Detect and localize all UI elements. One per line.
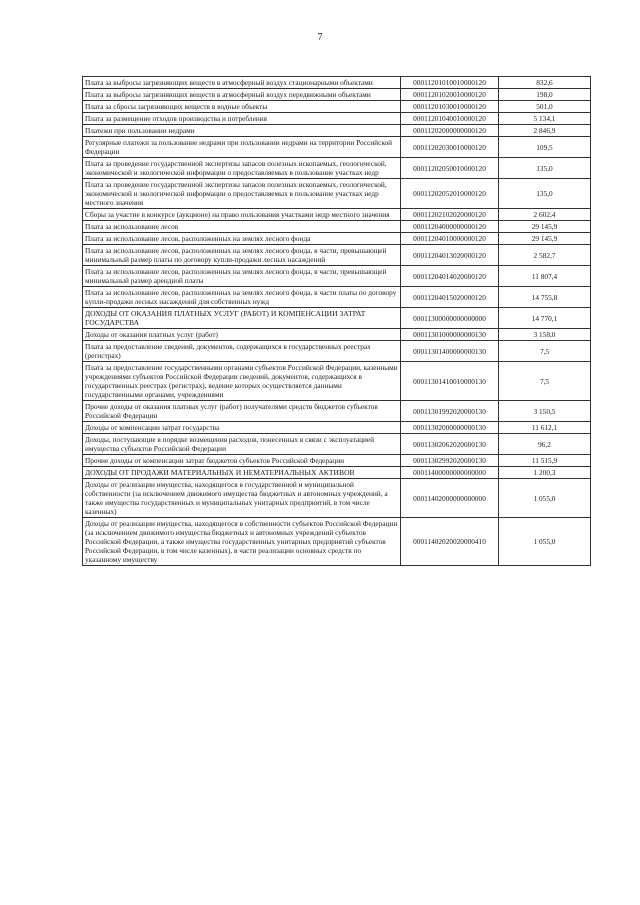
row-code-cell: 00011201030010000120 [401, 101, 499, 113]
table-row [83, 455, 591, 467]
row-amount-cell: 2 582,7 [499, 245, 591, 266]
table-row [83, 362, 591, 401]
row-name-cell: Регулярные платежи за пользование недрами при пользовании недрами на территории Российской Федерации [83, 137, 401, 158]
table-row [83, 266, 591, 287]
row-amount-cell: 1 055,0 [499, 518, 591, 566]
row-code-cell: 00011301992020000130 [401, 401, 499, 422]
table-row [83, 137, 591, 158]
row-name-cell: Прочие доходы от компенсации затрат бюджетов субъектов Российской Федерации [83, 455, 401, 467]
row-amount-cell: 3 158,0 [499, 329, 591, 341]
row-code-cell: 00011204015020000120 [401, 287, 499, 308]
row-code-cell: 00011402020020000410 [401, 518, 499, 566]
table-row [83, 209, 591, 221]
row-name-cell: Плата за выбросы загрязняющих веществ в атмосферный воздух передвижными объектами [83, 89, 401, 101]
row-name-cell: Доходы от оказания платных услуг (работ) [83, 329, 401, 341]
table-row [83, 179, 591, 209]
table-row [83, 518, 591, 566]
table-row [83, 434, 591, 455]
table-row [83, 158, 591, 179]
row-name-cell: Плата за использование лесов [83, 221, 401, 233]
row-amount-cell: 14 755,8 [499, 287, 591, 308]
table-row [83, 479, 591, 518]
row-code-cell: 00011201040010000120 [401, 113, 499, 125]
row-code-cell: 00011204014020000120 [401, 266, 499, 287]
table-row [83, 113, 591, 125]
row-name-cell: Доходы от реализации имущества, находящегося в собственности субъектов Российской Федерации (за исключением движимого имущества бюджетных и автономных учреждений субъектов Российской Федерации, а также имущества государственных унитарных предприятий субъектов Российской Федерации, в том числе казенных), в части реализации основных средств по указанному имуществу [83, 518, 401, 566]
row-name-cell: Прочие доходы от оказания платных услуг (работ) получателями средств бюджетов субъектов Российской Федерации [83, 401, 401, 422]
row-code-cell: 00011302062020000130 [401, 434, 499, 455]
row-amount-cell: 109,5 [499, 137, 591, 158]
row-amount-cell: 832,6 [499, 77, 591, 89]
row-name-cell: Доходы, поступающие в порядке возмещения расходов, понесенных в связи с эксплуатацией имущества субъектов Российской Федерации [83, 434, 401, 455]
row-amount-cell: 1 055,0 [499, 479, 591, 518]
row-code-cell: 00011202050010000120 [401, 158, 499, 179]
row-amount-cell: 7,5 [499, 362, 591, 401]
row-name-cell: ДОХОДЫ ОТ ПРОДАЖИ МАТЕРИАЛЬНЫХ И НЕМАТЕРИАЛЬНЫХ АКТИВОВ [83, 467, 401, 479]
row-code-cell: 00011204000000000120 [401, 221, 499, 233]
row-code-cell: 00011301410010000130 [401, 362, 499, 401]
row-code-cell: 00011204010000000120 [401, 233, 499, 245]
table-row [83, 221, 591, 233]
table-row [83, 401, 591, 422]
row-amount-cell: 7,5 [499, 341, 591, 362]
row-name-cell: Плата за использование лесов, расположенных на землях лесного фонда [83, 233, 401, 245]
row-amount-cell: 3 150,5 [499, 401, 591, 422]
table-row [83, 101, 591, 113]
row-name-cell: Плата за использование лесов, расположенных на землях лесного фонда, в части платы по договору купли-продажи лесных насаждений для собственных нужд [83, 287, 401, 308]
row-code-cell: 00011202000000000120 [401, 125, 499, 137]
row-code-cell: 00011402000000000000 [401, 479, 499, 518]
row-code-cell: 00011301400000000130 [401, 341, 499, 362]
row-name-cell: ДОХОДЫ ОТ ОКАЗАНИЯ ПЛАТНЫХ УСЛУГ (РАБОТ) И КОМПЕНСАЦИИ ЗАТРАТ ГОСУДАРСТВА [83, 308, 401, 329]
row-amount-cell: 5 134,1 [499, 113, 591, 125]
table-row [83, 329, 591, 341]
row-code-cell: 00011202052010000120 [401, 179, 499, 209]
row-code-cell: 00011201020010000120 [401, 89, 499, 101]
table-row [83, 422, 591, 434]
table-row [83, 125, 591, 137]
table-row [83, 467, 591, 479]
row-amount-cell: 2 846,9 [499, 125, 591, 137]
table-row [83, 341, 591, 362]
row-amount-cell: 135,0 [499, 158, 591, 179]
table-row [83, 233, 591, 245]
row-amount-cell: 11 612,1 [499, 422, 591, 434]
row-amount-cell: 29 145,9 [499, 221, 591, 233]
row-amount-cell: 96,2 [499, 434, 591, 455]
row-name-cell: Доходы от компенсации затрат государства [83, 422, 401, 434]
row-amount-cell: 501,0 [499, 101, 591, 113]
row-name-cell: Плата за проведение государственной экспертизы запасов полезных ископаемых, геологической, экономической и экологической информации о предоставляемых в пользование участках недр местного значения [83, 179, 401, 209]
row-name-cell: Плата за выбросы загрязняющих веществ в атмосферный воздух стационарными объектами [83, 77, 401, 89]
row-name-cell: Плата за предоставление государственными органами субъектов Российской Федерации, казенными учреждениями субъектов Российской Федерации сведений, документов, содержащихся в государственных реестрах (регистрах), ведение которых осуществляется данными государственными органами, учреждениями [83, 362, 401, 401]
row-name-cell: Сборы за участие в конкурсе (аукционе) на право пользования участками недр местного значения [83, 209, 401, 221]
row-name-cell: Доходы от реализации имущества, находящегося в государственной и муниципальной собственности (за исключением движимого имущества бюджетных и автономных учреждений, а также имущества государственных и муниципальных унитарных предприятий, в том числе казенных) [83, 479, 401, 518]
table-row [83, 287, 591, 308]
table-row [83, 308, 591, 329]
table-row [83, 245, 591, 266]
row-name-cell: Плата за использование лесов, расположенных на землях лесного фонда, в части, превышающей минимальный размер арендной платы [83, 266, 401, 287]
row-code-cell: 00011301000000000130 [401, 329, 499, 341]
row-amount-cell: 11 515,9 [499, 455, 591, 467]
row-code-cell: 00011201010010000120 [401, 77, 499, 89]
row-code-cell: 00011400000000000000 [401, 467, 499, 479]
row-code-cell: 00011204013020000120 [401, 245, 499, 266]
row-name-cell: Плата за сбросы загрязняющих веществ в водные объекты [83, 101, 401, 113]
row-amount-cell: 2 602,4 [499, 209, 591, 221]
budget-revenue-table [82, 76, 591, 566]
row-name-cell: Плата за использование лесов, расположенных на землях лесного фонда, в части, превышающей минимальный размер платы по договору купли-продажи лесных насаждений [83, 245, 401, 266]
row-amount-cell: 11 807,4 [499, 266, 591, 287]
row-code-cell: 00011300000000000000 [401, 308, 499, 329]
table-row [83, 77, 591, 89]
row-name-cell: Плата за проведение государственной экспертизы запасов полезных ископаемых, геологической, экономической и экологической информации о предоставляемых в пользование участках недр [83, 158, 401, 179]
row-amount-cell: 198,0 [499, 89, 591, 101]
table-row [83, 89, 591, 101]
row-code-cell: 00011202102020000120 [401, 209, 499, 221]
row-amount-cell: 135,0 [499, 179, 591, 209]
row-amount-cell: 29 145,9 [499, 233, 591, 245]
row-name-cell: Платежи при пользовании недрами [83, 125, 401, 137]
page-number: 7 [317, 32, 323, 43]
row-code-cell: 00011302000000000130 [401, 422, 499, 434]
row-amount-cell: 14 770,1 [499, 308, 591, 329]
row-name-cell: Плата за предоставление сведений, документов, содержащихся в государственных реестрах (регистрах) [83, 341, 401, 362]
row-code-cell: 00011202030010000120 [401, 137, 499, 158]
row-code-cell: 00011302992020000130 [401, 455, 499, 467]
row-name-cell: Плата за размещение отходов производства и потребления [83, 113, 401, 125]
row-amount-cell: 1 200,3 [499, 467, 591, 479]
